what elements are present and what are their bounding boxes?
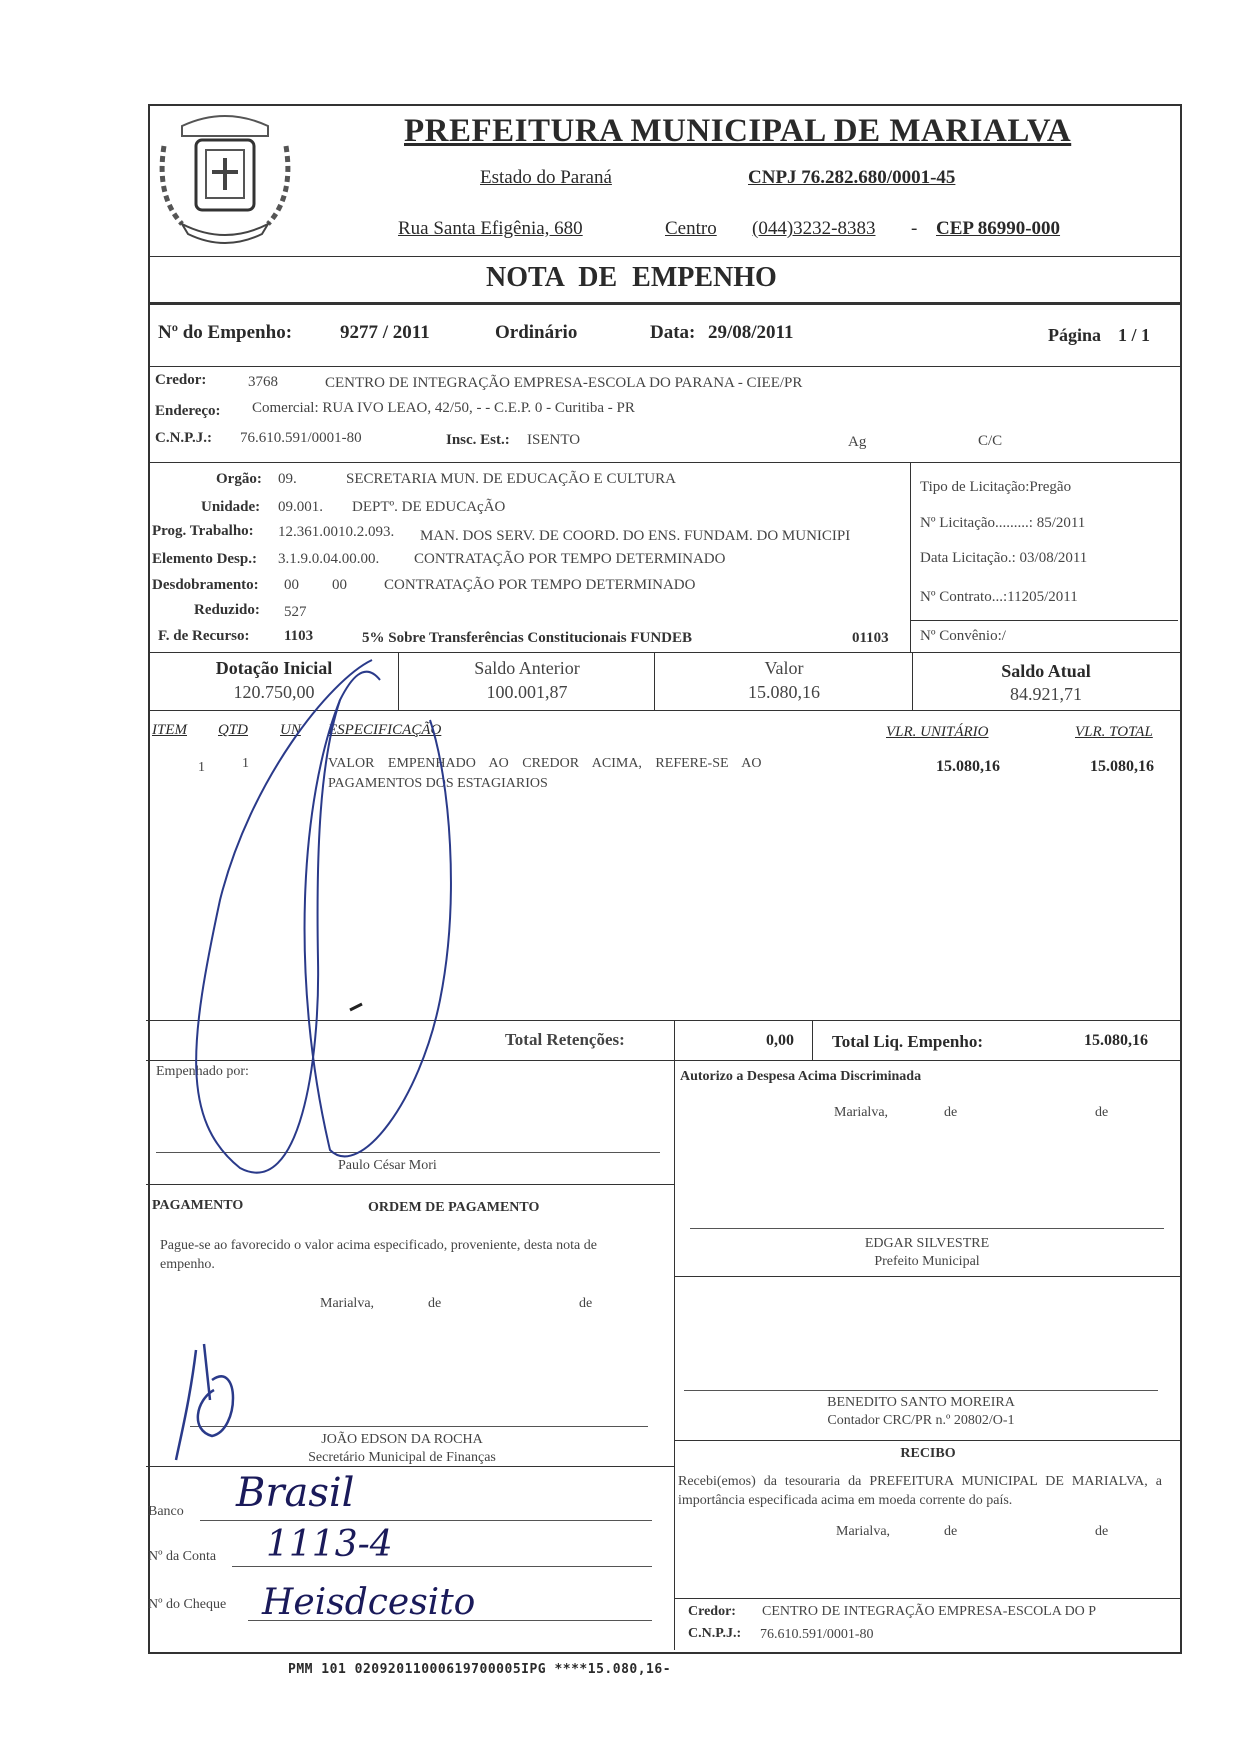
saldo-atual-label: Saldo Atual [1001,661,1091,681]
desdob-name: CONTRATAÇÃO POR TEMPO DETERMINADO [384,577,696,593]
page-number: 1 / 1 [1118,325,1151,345]
header-title: PREFEITURA MUNICIPAL DE MARIALVA [404,113,1072,149]
header-state: Estado do Paraná [480,167,612,188]
footer-code: PMM 101 02092011000619700005IPG ****15.080,16- [288,1662,672,1677]
divider [146,1020,1180,1021]
reduzido-label: Reduzido: [194,602,260,618]
pagamento-de1: de [428,1296,442,1311]
banco-handwritten: Brasil [236,1470,355,1516]
unidade-name: DEPTº. DE EDUCAçÃO [352,499,506,515]
recurso-label: F. de Recurso: [158,628,250,644]
doc-title: NOTA DE EMPENHO [486,262,777,293]
recibo-text: Recebi(emos) da tesouraria da PREFEITURA MUNICIPAL DE MARIALVA, a importância especificada acima em moeda corrente do país. [678,1474,1162,1508]
item-espec-line2: PAGAMENTOS DOS ESTAGIARIOS [328,776,548,791]
recibo-label: RECIBO [900,1446,956,1461]
desdob-code2: 00 [332,577,347,593]
address-label: Endereço: [155,403,221,419]
credor-code: 3768 [248,374,278,390]
credor-name: CENTRO DE INTEGRAÇÃO EMPRESA-ESCOLA DO PARANA - CIEE/PR [325,375,803,391]
signature-line [156,1152,660,1153]
header-district: Centro [665,218,717,239]
banco-label: Banco [148,1504,184,1519]
divider [148,302,1180,305]
item-espec-line1: VALOR EMPENHADO AO CREDOR ACIMA, REFERE-SE AO [328,756,762,771]
signature-line [190,1426,648,1427]
divider [674,1440,1180,1441]
prog-name: MAN. DOS SERV. DE COORD. DO ENS. FUNDAM. DO MUNICIPI [420,528,851,544]
empenho-date: 29/08/2011 [708,322,794,343]
valor-value: 15.080,16 [748,682,820,702]
divider [148,462,1180,463]
municipal-crest-icon [152,106,298,252]
desdob-label: Desdobramento: [152,577,259,593]
recibo-de1: de [944,1524,958,1539]
divider [912,652,913,710]
credor-address: Comercial: RUA IVO LEAO, 42/50, - - C.E.P. 0 - Curitiba - PR [252,400,635,416]
divider [146,1184,674,1185]
credor-cnpj: 76.610.591/0001-80 [240,430,362,446]
input-line [232,1566,652,1567]
recibo-credor: CENTRO DE INTEGRAÇÃO EMPRESA-ESCOLA DO P [762,1604,1097,1619]
retencoes-label: Total Retenções: [505,1030,625,1049]
page-label: Página [1048,325,1102,345]
recibo-credor-label: Credor: [688,1604,736,1619]
contador-role: Contador CRC/PR n.º 20802/O-1 [827,1413,1015,1428]
pagamento-label: PAGAMENTO [152,1198,244,1213]
orgao-label: Orgão: [216,471,262,487]
divider [148,256,1180,257]
divider [812,1020,813,1060]
prog-label: Prog. Trabalho: [152,523,254,539]
divider [148,710,1180,711]
divider [674,1060,675,1650]
ordem-label: ORDEM DE PAGAMENTO [368,1200,540,1215]
recibo-de2: de [1095,1524,1109,1539]
input-line [248,1620,652,1621]
item-qtd: 1 [242,756,249,771]
conta-label: Nº da Conta [148,1549,217,1564]
empenho-number-label: Nº do Empenho: [158,322,293,343]
empenhado-name: Paulo César Mori [338,1158,437,1173]
item-number: 1 [198,760,205,775]
elemento-name: CONTRATAÇÃO POR TEMPO DETERMINADO [414,551,726,567]
divider [146,1060,1180,1061]
ag-label: Ag [848,434,867,450]
pagamento-text: Pague-se ao favorecido o valor acima especificado, proveniente, desta nota de empenho. [160,1238,597,1272]
prog-code: 12.361.0010.2.093. [278,524,395,540]
empenho-type: Ordinário [495,322,578,343]
saldo-anterior-value: 100.001,87 [486,682,568,702]
signature-line [690,1228,1164,1229]
retencoes-value: 0,00 [766,1032,794,1049]
credor-insc: ISENTO [527,432,581,448]
insc-label: Insc. Est.: [446,432,510,448]
divider [148,652,1180,653]
recibo-cnpj-label: C.N.P.J.: [688,1626,742,1641]
cnpj-label: C.N.P.J.: [155,430,212,446]
col-espec: ESPECIFICAÇÃO [328,722,442,738]
divider [146,1466,674,1467]
col-item: ITEM [152,722,187,738]
recibo-place: Marialva, [836,1524,891,1539]
licitacao-tipo: Tipo de Licitação:Pregão [920,479,1072,495]
valor-label: Valor [764,658,804,678]
unidade-code: 09.001. [278,499,323,515]
input-line [200,1520,652,1521]
divider [654,652,655,710]
autorizo-de2: de [1095,1105,1109,1120]
divider [674,1598,1180,1599]
pagamento-de2: de [579,1296,593,1311]
recurso-name: 5% Sobre Transferências Constitucionais FUNDEB [362,630,693,646]
divider [148,366,1180,367]
reduzido-value: 527 [284,604,307,620]
prefeito-name: EDGAR SILVESTRE [864,1236,990,1251]
contrato-numero: Nº Contrato...:11205/2011 [920,589,1078,605]
dotacao-value: 120.750,00 [233,682,315,702]
item-unit-value: 15.080,16 [936,758,1000,775]
header-separator: - [911,218,918,239]
empenho-date-label: Data: [650,322,696,343]
cc-label: C/C [978,433,1003,449]
autorizo-label: Autorizo a Despesa Acima Discriminada [680,1069,922,1084]
licitacao-numero: Nº Licitação.........: 85/2011 [920,515,1086,531]
saldo-atual-value: 84.921,71 [1010,684,1082,704]
cheque-handwritten: Heisdcesito [262,1582,476,1623]
desdob-code1: 00 [284,577,299,593]
contador-name: BENEDITO SANTO MOREIRA [827,1395,1015,1410]
col-unit: VLR. UNITÁRIO [886,724,989,740]
unidade-label: Unidade: [201,499,261,515]
divider [910,462,911,652]
orgao-name: SECRETARIA MUN. DE EDUCAÇÃO E CULTURA [346,471,676,487]
header-phone: (044)3232-8383 [752,218,876,239]
empenho-number: 9277 / 2011 [340,322,430,343]
elemento-code: 3.1.9.0.04.00.00. [278,551,380,567]
liquido-value: 15.080,16 [1084,1032,1148,1049]
signature-line [684,1390,1158,1391]
col-un: UN [280,722,301,738]
header-cep: CEP 86990-000 [936,218,1061,239]
header-cnpj: CNPJ 76.282.680/0001-45 [748,167,956,188]
secretario-name: JOÃO EDSON DA ROCHA [321,1432,483,1447]
convenio: Nº Convênio:/ [920,628,1006,644]
empenhado-label: Empenhado por: [156,1064,249,1079]
divider [674,1276,1180,1277]
secretario-role: Secretário Municipal de Finanças [308,1450,496,1465]
conta-handwritten: 1113-4 [266,1524,393,1565]
credor-label: Credor: [155,372,207,388]
saldo-anterior-label: Saldo Anterior [474,658,580,678]
col-qtd: QTD [218,722,249,738]
elemento-label: Elemento Desp.: [152,551,257,567]
licitacao-data: Data Licitação.: 03/08/2011 [920,550,1088,566]
prefeito-role: Prefeito Municipal [874,1254,980,1269]
pagamento-place: Marialva, [320,1296,375,1311]
recurso-code: 1103 [284,628,314,644]
liquido-label: Total Liq. Empenho: [832,1032,983,1051]
header-address: Rua Santa Efigênia, 680 [398,218,583,239]
col-total: VLR. TOTAL [1075,724,1153,740]
divider [398,652,399,710]
autorizo-de1: de [944,1105,958,1120]
orgao-code: 09. [278,471,297,487]
dotacao-label: Dotação Inicial [215,658,333,678]
recurso-code2: 01103 [852,630,889,646]
item-total-value: 15.080,16 [1090,758,1154,775]
autorizo-place: Marialva, [834,1105,889,1120]
recibo-cnpj: 76.610.591/0001-80 [760,1627,874,1642]
cheque-label: Nº do Cheque [148,1597,227,1612]
divider [674,1020,675,1060]
divider [910,620,1178,621]
